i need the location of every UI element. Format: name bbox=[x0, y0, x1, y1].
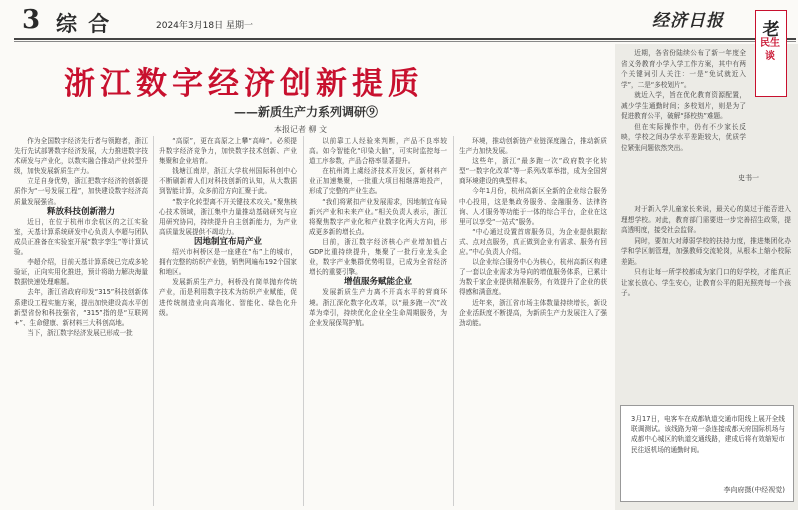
article-subheadline: ——新质生产力系列调研⑨ bbox=[234, 105, 379, 119]
paragraph: 但在实际操作中，仍有不少家长反映，学校之间办学水平差距较大，优质学位紧张问题依然突出。 bbox=[621, 122, 746, 152]
paragraph: 发展新质生产力离不开高水平的营商环境。浙江深化数字化改革，以“最多跑一次”改革为牵引，持续优化企业全生命周期服务，为企业发展保驾护航。 bbox=[309, 288, 447, 327]
sidebar-mid-text bbox=[621, 204, 791, 400]
article-byline: 本报记者 柳 文 bbox=[274, 125, 328, 134]
paragraph: 这些年，浙江“最多跑一次”政府数字化转型“一数字化改革”等一系列改革举措，成为全国营商环境建设的典型样本。 bbox=[459, 157, 607, 186]
paragraph: “中心通过设置首席服务员，为企业提供跟踪式、点对点服务，真正做到企业有需求、服务有回应。”中心负责人介绍。 bbox=[459, 227, 607, 257]
column-tag-label: 民生谈 bbox=[760, 38, 780, 62]
article-column-1 bbox=[14, 136, 148, 508]
paragraph: 近年来，浙江省市场主体数量持续增长，新设企业活跃度不断提高，为新质生产力发展注入了强劲动能。 bbox=[459, 298, 607, 327]
paragraph: 同时，要加大对薄弱学校的扶持力度，推进集团化办学和学区制管理，加强教师交流轮岗，从根本上缩小校际差距。 bbox=[621, 236, 791, 266]
column-divider bbox=[303, 136, 304, 506]
section-subheading: 增值服务赋能企业 bbox=[343, 277, 412, 288]
paragraph: 以企业综合服务中心为核心，杭州高新区构建了一套以企业需求为导向的增值服务体系，已累计为数千家企业提供精准服务，有效提升了企业的获得感和满意度。 bbox=[459, 258, 607, 297]
paragraph: “数字化转型离不开关键技术攻关。”聚焦核心技术领域，浙江集中力量推动基础研究与应用研究协同，持续提升自主创新能力，为产业高质量发展提供不竭动力。 bbox=[159, 197, 297, 236]
paragraph: 李超介绍，目前天基计算系统已完成多轮验证，正向实用化推进，预计将助力解决海量数据快速处理难题。 bbox=[14, 258, 148, 287]
paragraph: 当下，浙江数字经济发展已形成一批 bbox=[27, 328, 133, 337]
article-column-2 bbox=[159, 136, 297, 508]
column-tag-big: 老 bbox=[762, 20, 780, 40]
column-tag bbox=[755, 10, 787, 97]
paragraph: 近期，各省份陆续公布了新一年度全省义务教育小学入学工作方案，其中有两个关键词引人关注：一是“免试就近入学”，二是“多校划片”。 bbox=[621, 49, 746, 89]
paragraph: 只有让每一所学校都成为家门口的好学校，才能真正让家长放心、学生安心，让教育公平的阳光照亮每一个孩子。 bbox=[621, 268, 791, 297]
paragraph: 以前靠工人经验来判断，产品不良率较高。如今智能化“印染大脑”，可实时监控每一道工序参数，产品合格率显著提升。 bbox=[309, 137, 447, 166]
paragraph: 目前，浙江数字经济核心产业增加值占GDP比重持续提升，集聚了一批行业龙头企业，数字产业集群优势明显，已成为全省经济增长的重要引擎。 bbox=[309, 237, 447, 277]
paragraph: 就近入学，旨在优化教育资源配置，减少学生通勤时间；多校划片，则是为了促进教育公平，破解“择校热”难题。 bbox=[621, 91, 746, 120]
page-number: 3 bbox=[22, 5, 41, 35]
column-divider bbox=[453, 136, 454, 506]
section-subheading: 释放科技创新潜力 bbox=[46, 206, 115, 217]
paragraph: 在杭州湾上虞经济技术开发区，新材料产业正加速集聚，一批重大项目相继落地投产，形成了完整的产业生态。 bbox=[309, 167, 447, 196]
sidebar-author: 史书一 bbox=[738, 174, 759, 182]
paragraph: 环境，推动创新链产业链深度融合，推动新质生产力加快发展。 bbox=[459, 137, 607, 156]
section-subheading: 因地制宜布局产业 bbox=[193, 236, 262, 247]
column-divider bbox=[153, 136, 154, 506]
paragraph: 发展新质生产力，柯桥没有简单抛弃传统产业，而是利用数字技术为纺织产业赋能，促进传统制造业向高端化、智能化、绿色化升级。 bbox=[159, 278, 297, 317]
paper-logo: 经济日报 bbox=[652, 11, 724, 31]
sidebar-top-text bbox=[621, 48, 746, 198]
photo-caption-box bbox=[620, 405, 794, 502]
article-column-3 bbox=[309, 136, 447, 508]
paragraph: 绍兴市柯桥区是一座建在“布”上的城市，拥有完整的纺织产业链，销售网遍布192个国家和地区。 bbox=[159, 248, 297, 277]
masthead bbox=[0, 0, 798, 38]
main-article bbox=[14, 44, 610, 510]
paragraph: 去年，浙江省政府印发“315”科技创新体系建设工程实施方案，提出加快建设高水平创新型省份和科技强省，“315”指的是“互联网+”、生命健康、新材料三大科创高地。 bbox=[14, 288, 148, 327]
photo-caption: 3月17日，电客车在成都轨道交通市阳线上展开全线联调测试。该线路为第一条连接成都天府国际机场与成都中心城区的轨道交通线路，建成后将有效缩短市民往返机场的通勤时间。 bbox=[631, 415, 785, 454]
photo-credit: 李向府摄(中经视觉) bbox=[723, 486, 785, 494]
paragraph: 对于新入学儿童家长来说，最关心的莫过于能否进入理想学校。对此，教育部门需要进一步完善招生政策，提高透明度，接受社会监督。 bbox=[621, 205, 791, 234]
issue-date: 2024年3月18日 星期一 bbox=[156, 21, 253, 31]
paragraph: 近日，在位于杭州市余杭区的之江实验室，天基计算系统研发中心负责人李超与团队成员正准备在实验室开展“数字孪生”等计算试验。 bbox=[14, 217, 148, 257]
paragraph: 立足自身优势，浙江把数字经济的创新提质作为“一号发展工程”，加快建设数字经济高质量发展强省。 bbox=[14, 177, 148, 206]
masthead-rule bbox=[14, 38, 796, 40]
paragraph: “高原”，更在高原之上攀“高峰”。必须提升数字经济竞争力，加快数字技术创新、产业集聚和企业培育。 bbox=[159, 137, 297, 166]
masthead-rule-thin bbox=[14, 41, 796, 42]
section-title: 综 合 bbox=[56, 11, 112, 36]
article-column-4 bbox=[459, 136, 607, 508]
paragraph: 钱塘江南岸，浙江大学杭州国际科创中心不断刷新着人们对科技创新的认知，从大数据到智能计算，众多前沿方向汇聚于此。 bbox=[159, 167, 297, 196]
paragraph: 作为全国数字经济先行者与领跑者，浙江先行先试部署数字经济发展，大力推进数字技术研发与产业化，以数实融合推动产业转型升级，加快发展新质生产力。 bbox=[14, 137, 148, 176]
paragraph: 今年1月份，杭州高新区全新的企业综合服务中心投用，这是集政务服务、金融服务、法律咨询、人才服务等功能于一体的综合平台，企业在这里可以享受“一站式”服务。 bbox=[459, 187, 607, 226]
paragraph: “我们将紧扣产业发展需求，因地制宜布局新兴产业和未来产业。”相关负责人表示，浙江将聚焦数字产业化和产业数字化两大方向，形成更多新的增长点。 bbox=[309, 197, 447, 236]
article-headline: 浙江数字经济创新提质 bbox=[64, 66, 424, 102]
